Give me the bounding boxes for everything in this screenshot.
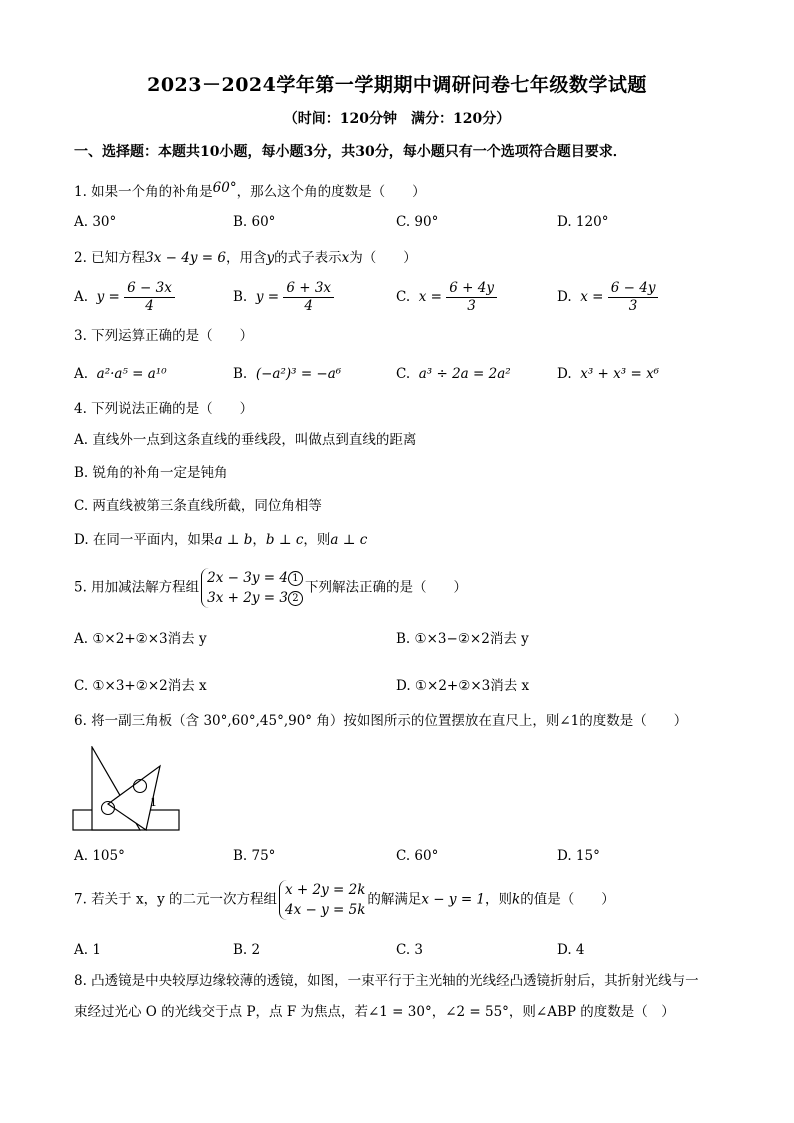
q5-equation-system — [201, 568, 303, 608]
q2-option-b[interactable] — [233, 280, 334, 315]
q2-option-d-denominator: 3 — [628, 298, 638, 314]
q2-option-d-lhs: x = — [580, 289, 604, 305]
q2-option-d-numerator: 6 − 4y — [608, 280, 659, 298]
q3-option-d-expr: x³ + x³ = x⁶ — [580, 366, 660, 382]
q5-stem-a: 5. 用加减法解方程组 — [74, 579, 200, 596]
q2-var-y: y — [266, 250, 275, 266]
page-title: 2023－2024学年第一学期期中调研问卷七年级数学试题 — [147, 74, 647, 96]
q7-option-c[interactable]: C. 3 — [396, 942, 424, 958]
q5-equation-2-mark: 2 — [288, 591, 303, 606]
q5-equation-1-mark: 1 — [288, 571, 303, 586]
q2-stem-b: ，用含 — [225, 250, 267, 266]
q4-option-d-math-2: b ⊥ c — [265, 532, 304, 548]
q2-option-b-denominator: 4 — [304, 298, 313, 314]
question-1 — [74, 178, 734, 202]
q6-option-c[interactable]: C. 60° — [396, 848, 439, 864]
q2-option-c-fraction — [446, 280, 497, 315]
q4-option-c[interactable]: C. 两直线被第三条直线所截，同位角相等 — [74, 498, 322, 514]
q2-option-c-denominator: 3 — [467, 298, 476, 314]
q3-option-d-label: D. — [557, 366, 572, 382]
q2-option-c-label: C. — [396, 289, 411, 305]
q4-option-d-text-c: ，则 — [303, 532, 331, 548]
q3-option-c-expr: a³ ÷ 2a = 2a² — [418, 366, 511, 382]
q5-option-d[interactable]: D. ①×2+②×3消去 x — [396, 678, 530, 694]
question-2 — [74, 248, 734, 268]
q2-option-b-numerator: 6 + 3x — [283, 280, 334, 298]
question-7 — [74, 880, 734, 920]
q2-option-a-fraction — [124, 280, 175, 315]
q7-option-a[interactable]: A. 1 — [74, 942, 101, 958]
q3-option-d[interactable] — [557, 364, 659, 384]
q7-option-b[interactable]: B. 2 — [233, 942, 261, 958]
q2-option-c[interactable] — [396, 280, 497, 315]
q5-stem-b: 下列解法正确的是（ ） — [304, 579, 467, 596]
q7-condition: x − y = 1 — [421, 891, 486, 908]
q2-option-a-lhs: y = — [96, 289, 120, 305]
q2-option-d-fraction — [608, 280, 659, 315]
q2-var-x: x — [341, 250, 350, 266]
question-8-line-1: 8. 凸透镜是中央较厚边缘较薄的透镜，如图，一束平行于主光轴的光线经凸透镜折射后，其折射光线与一 — [74, 973, 699, 989]
q2-option-b-lhs: y = — [255, 289, 280, 305]
q4-option-d-text-a: D. 在同一平面内，如果 — [74, 532, 215, 548]
q2-option-a[interactable] — [74, 280, 175, 315]
q1-stem-b: ，那么这个角的度数是（ ） — [236, 184, 426, 200]
triangle-ruler-figure — [72, 746, 184, 832]
q5-option-b[interactable]: B. ①×3−②×2消去 y — [396, 631, 529, 647]
q7-var-k: k — [512, 891, 521, 908]
angle-1-label: 1 — [150, 796, 157, 809]
q4-option-b[interactable]: B. 锐角的补角一定是钝角 — [74, 465, 228, 481]
q1-option-b[interactable]: B. 60° — [233, 214, 276, 230]
q5-equation-2: 3x + 2y = 3 — [207, 590, 288, 606]
q6-option-a[interactable]: A. 105° — [74, 848, 125, 864]
q2-option-c-lhs: x = — [418, 289, 442, 305]
q6-option-b[interactable]: B. 75° — [233, 848, 276, 864]
q7-stem-a: 7. 若关于 x，y 的二元一次方程组 — [74, 891, 277, 908]
q7-equation-2: 4x − y = 5k — [285, 902, 366, 918]
q2-option-a-numerator: 6 − 3x — [124, 280, 175, 298]
q3-option-a-expr: a²·a⁵ = a¹⁰ — [96, 366, 167, 382]
q4-option-d-math-3: a ⊥ c — [330, 532, 368, 548]
q5-option-c[interactable]: C. ①×3+②×2消去 x — [74, 678, 207, 694]
q3-option-b-expr: (−a²)³ = −a⁶ — [255, 366, 342, 382]
q2-option-b-label: B. — [233, 289, 248, 305]
q7-stem-d: 的值是（ ） — [520, 891, 615, 908]
q2-option-c-numerator: 6 + 4y — [446, 280, 497, 298]
q4-option-d-text-b: ， — [252, 532, 266, 548]
q5-equation-1: 2x − 3y = 4 — [207, 570, 288, 586]
q4-option-d-math-1: a ⊥ b — [214, 532, 253, 548]
q7-equation-system — [279, 880, 365, 920]
q2-option-d[interactable] — [557, 280, 658, 315]
question-8-line-2: 束经过光心 O 的光线交于点 P，点 F 为焦点，若∠1 = 30°，∠2 = 55°，则∠ABP 的度数是（ ） — [74, 1004, 675, 1020]
q7-equation-1: x + 2y = 2k — [285, 882, 366, 898]
q4-option-d[interactable] — [74, 530, 367, 550]
question-5 — [74, 568, 734, 608]
q7-option-d[interactable]: D. 4 — [557, 942, 585, 958]
q3-option-a-label: A. — [74, 366, 89, 382]
q2-option-d-label: D. — [557, 289, 572, 305]
q1-angle: 60° — [212, 180, 237, 196]
q7-stem-b: 的解满足 — [367, 891, 422, 908]
q2-stem-c: 的式子表示 — [274, 250, 342, 266]
q2-option-a-denominator: 4 — [145, 298, 154, 314]
q3-option-b[interactable] — [233, 364, 341, 384]
section-heading: 一、选择题：本题共10小题，每小题3分，共30分，每小题只有一个选项符合题目要求． — [74, 144, 627, 160]
exam-info: （时间：120分钟 满分：120分） — [283, 111, 511, 127]
q2-option-a-label: A. — [74, 289, 89, 305]
q3-option-c-label: C. — [396, 366, 411, 382]
q1-option-d[interactable]: D. 120° — [557, 214, 609, 230]
q7-stem-c: ，则 — [485, 891, 513, 908]
q4-option-a[interactable]: A. 直线外一点到这条直线的垂线段，叫做点到直线的距离 — [74, 432, 417, 448]
q2-stem-d: 为（ ） — [349, 250, 417, 266]
q2-stem-a: 2. 已知方程 — [74, 250, 146, 266]
q3-option-a[interactable] — [74, 364, 167, 384]
q2-equation: 3x − 4y = 6 — [145, 250, 226, 266]
q2-option-b-fraction — [283, 280, 334, 315]
q1-option-a[interactable]: A. 30° — [74, 214, 117, 230]
q1-option-c[interactable]: C. 90° — [396, 214, 439, 230]
question-6: 6. 将一副三角板（含 30°,60°,45°,90° 角）按如图所示的位置摆放在直尺上，则∠1的度数是（ ） — [74, 713, 688, 729]
q6-option-d[interactable]: D. 15° — [557, 848, 600, 864]
q3-option-b-label: B. — [233, 366, 248, 382]
question-4: 4. 下列说法正确的是（ ） — [74, 401, 254, 417]
q3-option-c[interactable] — [396, 364, 511, 384]
q1-stem-a: 1. 如果一个角的补角是 — [74, 184, 213, 200]
q5-option-a[interactable]: A. ①×2+②×3消去 y — [74, 631, 207, 647]
question-3: 3. 下列运算正确的是（ ） — [74, 328, 254, 344]
